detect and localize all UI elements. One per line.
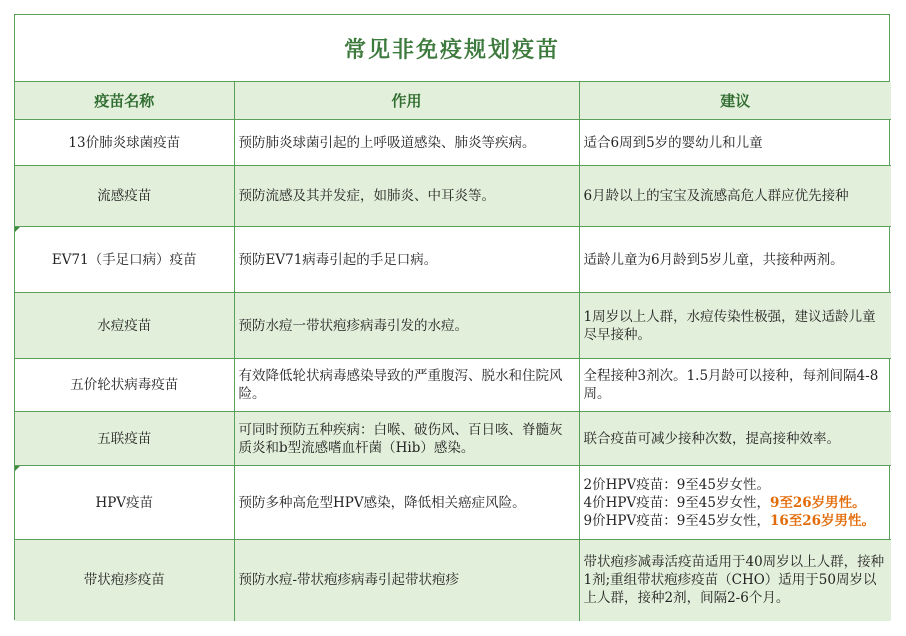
vaccine-name-text: HPV疫苗 bbox=[95, 494, 154, 511]
corner-marker bbox=[15, 466, 20, 471]
page-title: 常见非免疫规划疫苗 bbox=[15, 15, 889, 82]
table-row bbox=[15, 412, 891, 466]
table-row bbox=[15, 466, 891, 540]
effect-cell: 预防流感及其并发症，如肺炎、中耳炎等。 bbox=[234, 166, 579, 227]
table-row bbox=[15, 293, 891, 359]
vaccine-name-cell: 五联疫苗 bbox=[15, 412, 234, 466]
header-vaccine-name: 疫苗名称 bbox=[15, 82, 234, 120]
advice-line bbox=[584, 494, 888, 512]
effect-cell: 预防多种高危型HPV感染，降低相关癌症风险。 bbox=[234, 466, 579, 540]
vaccine-name-cell: 五价轮状病毒疫苗 bbox=[15, 359, 234, 412]
advice-cell: 适龄儿童为6月龄到5岁儿童，共接种两剂。 bbox=[579, 227, 891, 293]
vaccine-table-frame bbox=[14, 14, 890, 620]
vaccine-name-cell: 流感疫苗 bbox=[15, 166, 234, 227]
vaccine-table bbox=[15, 82, 891, 621]
header-advice: 建议 bbox=[579, 82, 891, 120]
effect-cell: 预防水痘-带状疱疹病毒引起带状疱疹 bbox=[234, 540, 579, 621]
table-header-row bbox=[15, 82, 891, 120]
effect-cell: 有效降低轮状病毒感染导致的严重腹泻、脱水和住院风险。 bbox=[234, 359, 579, 412]
vaccine-name-cell: 带状疱疹疫苗 bbox=[15, 540, 234, 621]
advice-line bbox=[584, 476, 888, 494]
advice-cell: 联合疫苗可减少接种次数，提高接种效率。 bbox=[579, 412, 891, 466]
effect-cell: 可同时预防五种疾病：白喉、破伤风、百日咳、脊髓灰质炎和b型流感嗜血杆菌（Hib）感染。 bbox=[234, 412, 579, 466]
advice-highlight: 16至26岁男性。 bbox=[769, 512, 876, 529]
advice-cell: 适合6周到5岁的婴幼儿和儿童 bbox=[579, 120, 891, 166]
vaccine-name-cell: 13价肺炎球菌疫苗 bbox=[15, 120, 234, 166]
advice-text: 2价HPV疫苗：9至45岁女性。 bbox=[583, 476, 770, 493]
corner-marker bbox=[15, 227, 20, 232]
table-row bbox=[15, 166, 891, 227]
advice-text: 9价HPV疫苗：9至45岁女性， bbox=[583, 512, 770, 529]
vaccine-name-cell bbox=[15, 466, 234, 540]
advice-cell: 带状疱疹减毒活疫苗适用于40周岁以上人群，接种1剂;重组带状疱疹疫苗（CHO）适用于50周岁以上人群，接种2剂，间隔2-6个月。 bbox=[579, 540, 891, 621]
effect-cell: 预防水痘一带状疱疹病毒引发的水痘。 bbox=[234, 293, 579, 359]
table-row bbox=[15, 227, 891, 293]
header-effect: 作用 bbox=[234, 82, 579, 120]
vaccine-name-cell: 水痘疫苗 bbox=[15, 293, 234, 359]
advice-text: 4价HPV疫苗：9至45岁女性， bbox=[583, 494, 770, 511]
advice-cell bbox=[579, 466, 891, 540]
vaccine-name-text: EV71（手足口病）疫苗 bbox=[51, 251, 197, 268]
table-row bbox=[15, 120, 891, 166]
vaccine-name-cell bbox=[15, 227, 234, 293]
table-row bbox=[15, 540, 891, 621]
advice-cell: 1周岁以上人群，水痘传染性极强，建议适龄儿童尽早接种。 bbox=[579, 293, 891, 359]
advice-cell: 6月龄以上的宝宝及流感高危人群应优先接种 bbox=[579, 166, 891, 227]
advice-line bbox=[584, 512, 888, 530]
effect-cell: 预防EV71病毒引起的手足口病。 bbox=[234, 227, 579, 293]
advice-highlight: 9至26岁男性。 bbox=[769, 494, 866, 511]
advice-cell: 全程接种3剂次。1.5月龄可以接种，每剂间隔4-8周。 bbox=[579, 359, 891, 412]
table-row bbox=[15, 359, 891, 412]
effect-cell: 预防肺炎球菌引起的上呼吸道感染、肺炎等疾病。 bbox=[234, 120, 579, 166]
